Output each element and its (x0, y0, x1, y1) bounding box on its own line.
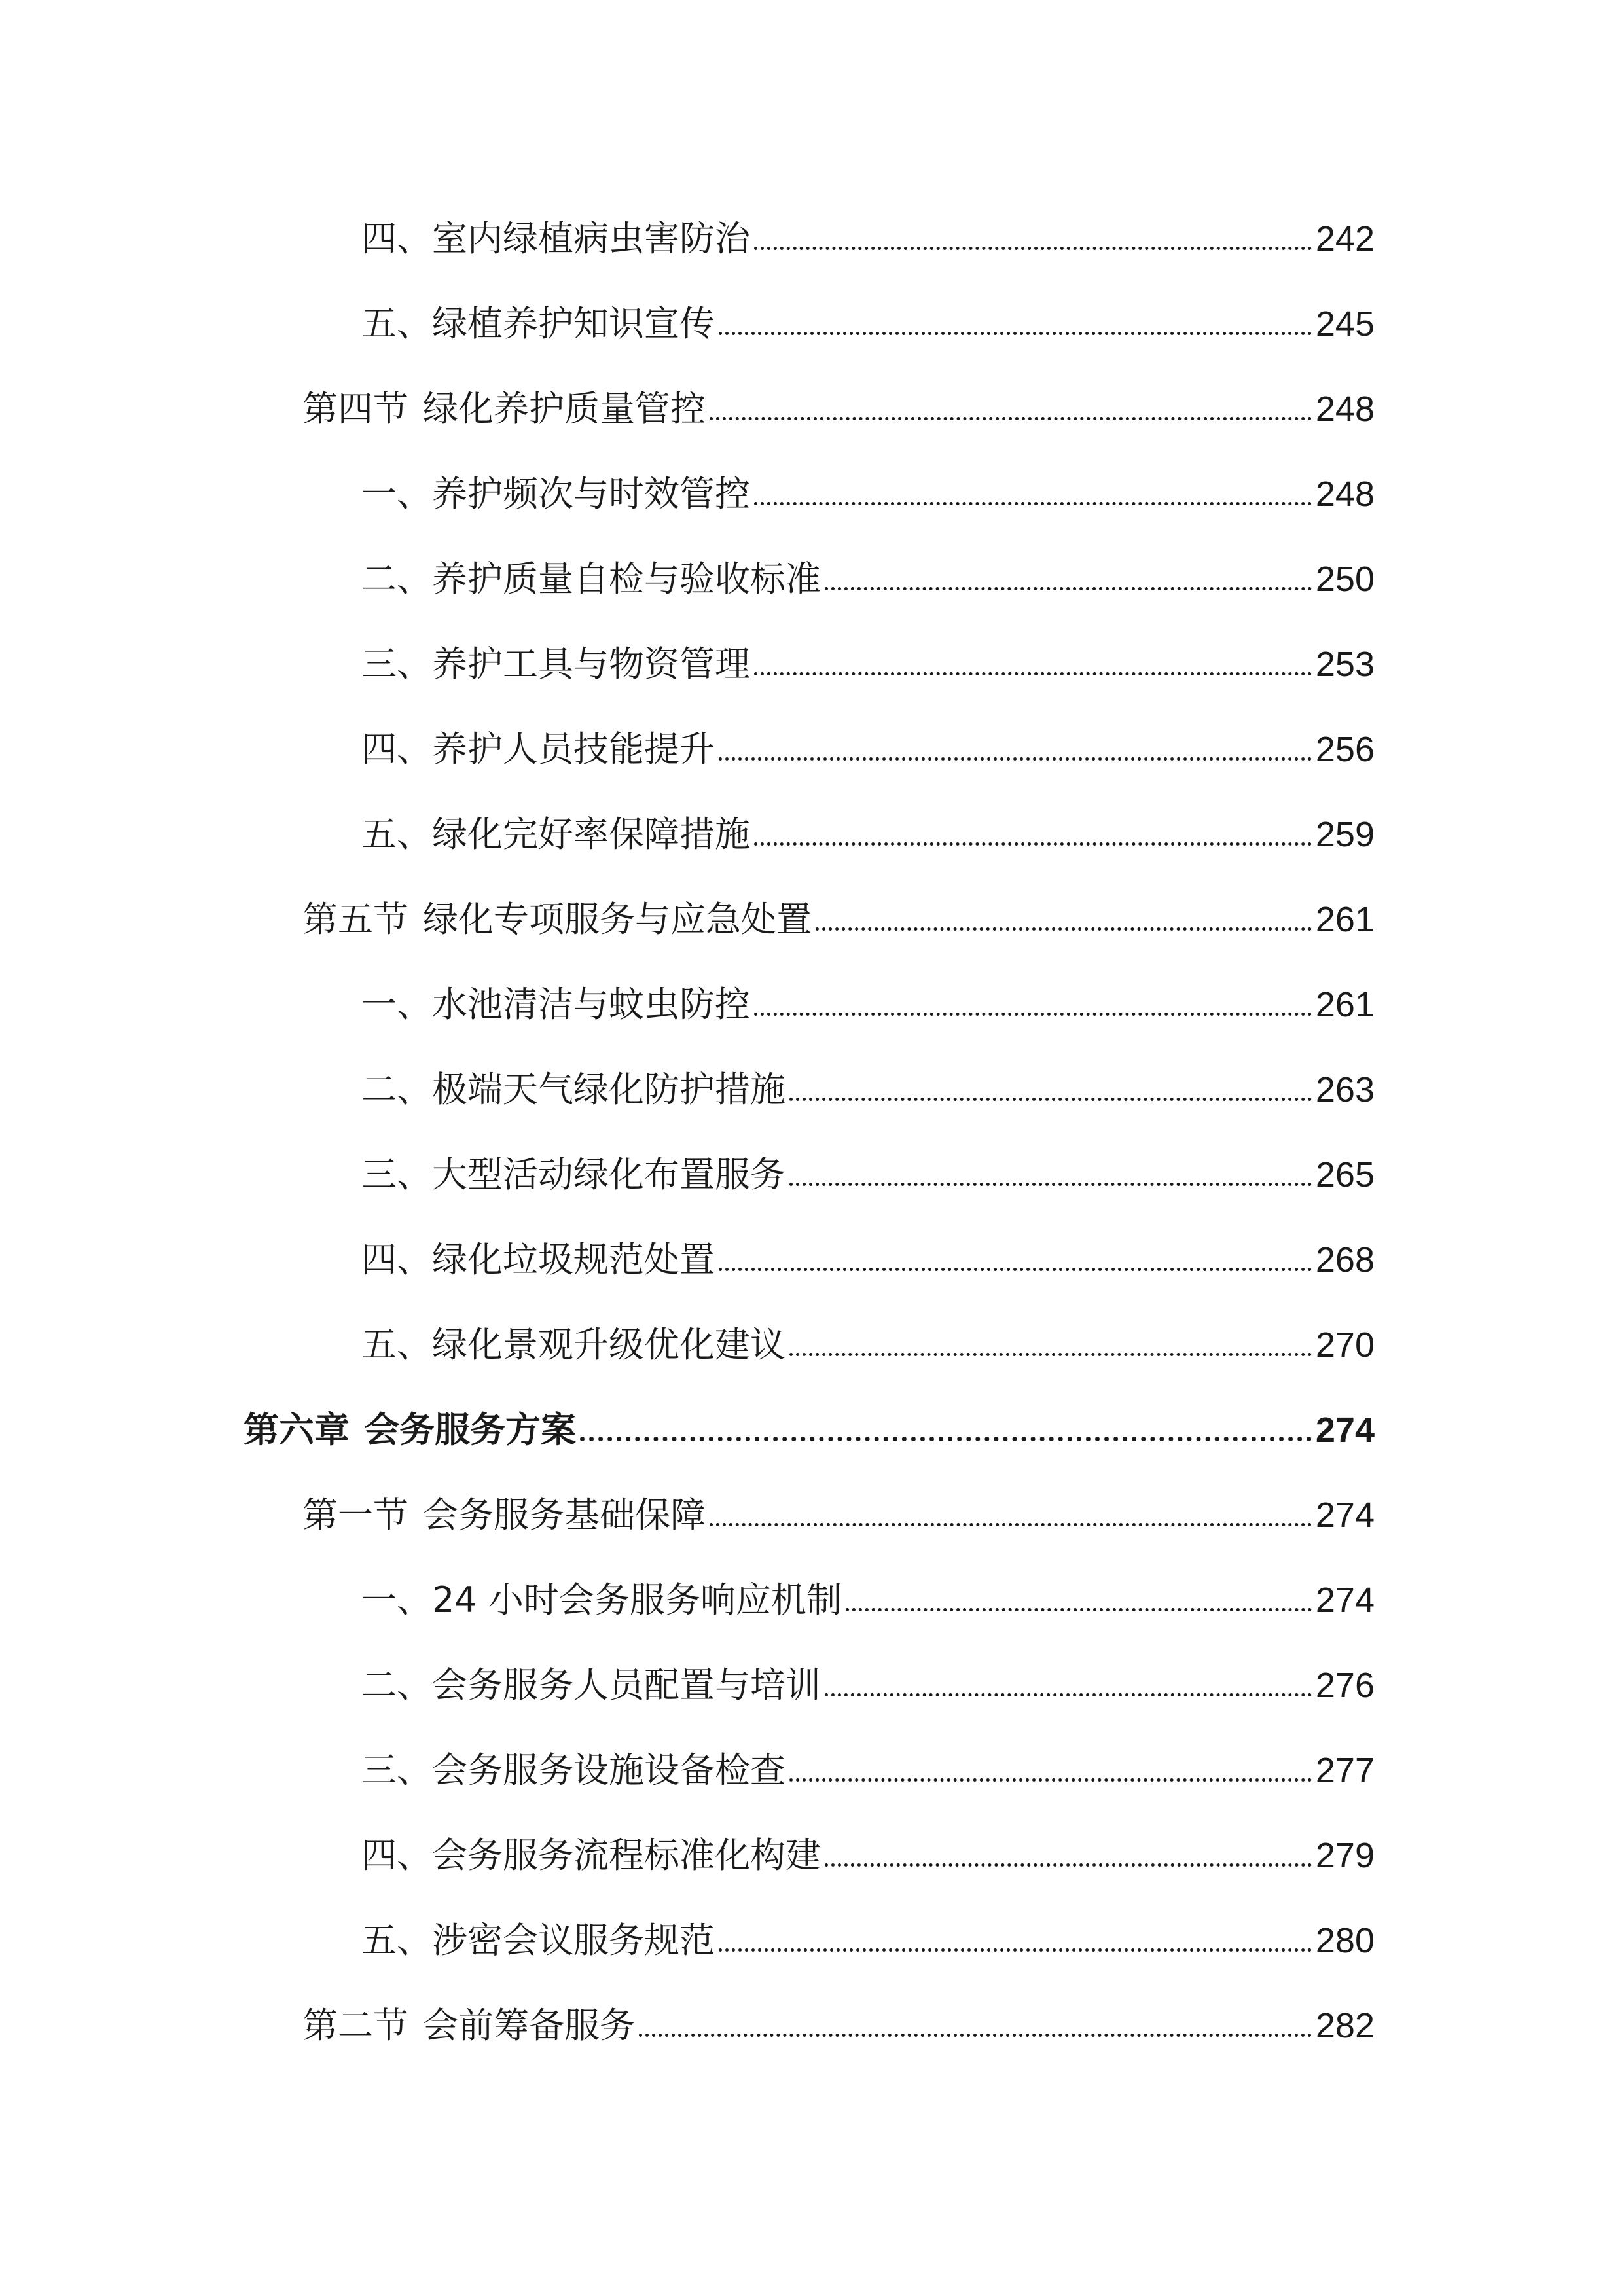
toc-section-entry[interactable] (302, 2003, 1375, 2049)
dot-leader (754, 1013, 1312, 1016)
toc-page-number: 277 (1315, 1751, 1375, 1790)
toc-page-number: 279 (1315, 1836, 1375, 1875)
dot-leader (719, 332, 1312, 335)
toc-entry-title (361, 812, 750, 857)
toc-subsection-entry[interactable] (361, 471, 1375, 517)
dot-leader (789, 1778, 1312, 1782)
toc-page-number: 245 (1315, 304, 1375, 344)
dot-leader (710, 417, 1312, 420)
toc-entry-number: 三、 (361, 643, 432, 685)
toc-page-number: 263 (1315, 1070, 1375, 1109)
toc-page-number: 250 (1315, 560, 1375, 599)
toc-page-number: 256 (1315, 730, 1375, 769)
toc-page-number: 270 (1315, 1325, 1375, 1365)
toc-subsection-entry[interactable] (361, 1067, 1375, 1113)
dot-leader (789, 1098, 1312, 1101)
toc-entry-number: 四、 (361, 1835, 432, 1876)
toc-subsection-entry[interactable] (361, 1833, 1375, 1878)
toc-section-entry[interactable] (302, 1492, 1375, 1538)
toc-entry-text: 绿化垃圾规范处置 (432, 1239, 715, 1280)
dot-leader (754, 502, 1312, 505)
toc-page-number: 274 (1315, 1410, 1375, 1450)
toc-entry-title (361, 982, 750, 1028)
toc-page-number: 276 (1315, 1666, 1375, 1705)
toc-entry-number: 四、 (361, 728, 432, 770)
toc-subsection-entry[interactable] (361, 301, 1375, 347)
toc-subsection-entry[interactable] (361, 1152, 1375, 1198)
toc-entry-title (302, 897, 812, 942)
toc-chapter-entry[interactable] (244, 1407, 1375, 1453)
toc-entry-title (361, 1322, 785, 1368)
toc-entry-title (361, 1067, 785, 1113)
toc-entry-number: 一、 (361, 473, 432, 514)
toc-entry-number: 五、 (361, 1324, 432, 1365)
toc-entry-text: 绿化完好率保障措施 (432, 814, 750, 855)
toc-page-number: 280 (1315, 1921, 1375, 1960)
dot-leader (816, 927, 1312, 931)
toc-entry-text: 极端天气绿化防护措施 (432, 1069, 785, 1110)
toc-entry-text: 会前筹备服务 (423, 2005, 635, 2046)
toc-entry-number: 三、 (361, 1154, 432, 1195)
toc-page-number: 261 (1315, 985, 1375, 1024)
dot-leader (754, 672, 1312, 675)
toc-subsection-entry[interactable] (361, 1918, 1375, 1964)
toc-page-number: 242 (1315, 219, 1375, 259)
dot-leader (789, 1183, 1312, 1186)
dot-leader (789, 1353, 1312, 1356)
toc-entry-number: 第一节 (302, 1494, 408, 1535)
toc-entry-text: 会务服务设施设备检查 (432, 1749, 785, 1791)
dot-leader (825, 587, 1312, 590)
toc-entry-title (302, 2003, 635, 2049)
dot-leader (846, 1608, 1312, 1611)
toc-entry-text: 养护频次与时效管控 (432, 473, 750, 514)
toc-page-number: 259 (1315, 815, 1375, 854)
toc-entry-title (361, 1833, 821, 1878)
toc-entry-text: 24 小时会务服务响应机制 (432, 1579, 842, 1621)
dot-leader (825, 1693, 1312, 1696)
toc-entry-number: 三、 (361, 1749, 432, 1791)
toc-entry-title (361, 216, 750, 262)
toc-entry-number: 五、 (361, 1920, 432, 1961)
toc-entry-text: 养护人员技能提升 (432, 728, 715, 770)
dot-leader (754, 247, 1312, 250)
toc-entry-text: 绿化养护质量管控 (423, 388, 706, 429)
toc-entry-text: 涉密会议服务规范 (432, 1920, 715, 1961)
toc-entry-title (361, 1918, 715, 1964)
toc-page-number: 274 (1315, 1581, 1375, 1620)
toc-page-number: 274 (1315, 1496, 1375, 1535)
toc-entry-number: 二、 (361, 1069, 432, 1110)
toc-subsection-entry[interactable] (361, 982, 1375, 1028)
toc-page-number: 265 (1315, 1155, 1375, 1194)
toc-entry-title (244, 1407, 576, 1453)
dot-leader (719, 1268, 1312, 1271)
dot-leader (719, 757, 1312, 761)
toc-subsection-entry[interactable] (361, 1237, 1375, 1283)
toc-entry-number: 二、 (361, 558, 432, 600)
toc-subsection-entry[interactable] (361, 812, 1375, 857)
toc-subsection-entry[interactable] (361, 1577, 1375, 1623)
toc-page-number: 253 (1315, 645, 1375, 684)
toc-entry-text: 绿化景观升级优化建议 (432, 1324, 785, 1365)
toc-page-number: 268 (1315, 1240, 1375, 1280)
toc-entry-title (361, 1662, 821, 1708)
toc-entry-title (361, 556, 821, 602)
toc-entry-text: 绿植养护知识宣传 (432, 303, 715, 344)
toc-entry-number: 四、 (361, 218, 432, 259)
toc-entry-title (361, 1152, 785, 1198)
toc-entry-text: 会务服务方案 (364, 1409, 576, 1450)
toc-entry-title (361, 1748, 785, 1793)
toc-entry-number: 第四节 (302, 388, 408, 429)
dot-leader (825, 1863, 1312, 1867)
toc-entry-text: 绿化专项服务与应急处置 (423, 899, 812, 940)
toc-entry-text: 大型活动绿化布置服务 (432, 1154, 785, 1195)
toc-subsection-entry[interactable] (361, 216, 1375, 262)
toc-page-number: 261 (1315, 900, 1375, 939)
toc-entry-number: 四、 (361, 1239, 432, 1280)
toc-subsection-entry[interactable] (361, 1662, 1375, 1708)
toc-entry-number: 第六章 (244, 1409, 350, 1450)
toc-subsection-entry[interactable] (361, 726, 1375, 772)
toc-page-number: 282 (1315, 2006, 1375, 2045)
toc-subsection-entry[interactable] (361, 641, 1375, 687)
dot-leader (719, 1948, 1312, 1952)
toc-entry-title (361, 301, 715, 347)
toc-entry-text: 会务服务流程标准化构建 (432, 1835, 821, 1876)
toc-entry-title (302, 386, 706, 432)
toc-entry-text: 养护质量自检与验收标准 (432, 558, 821, 600)
toc-entry-number: 一、 (361, 1579, 432, 1621)
toc-entry-title (361, 1237, 715, 1283)
toc-entry-text: 室内绿植病虫害防治 (432, 218, 750, 259)
toc-entry-number: 第二节 (302, 2005, 408, 2046)
toc-entry-number: 五、 (361, 814, 432, 855)
toc-page-number: 248 (1315, 475, 1375, 514)
toc-entry-number: 第五节 (302, 899, 408, 940)
toc-entry-number: 一、 (361, 984, 432, 1025)
toc-subsection-entry[interactable] (361, 556, 1375, 602)
dot-leader (580, 1437, 1312, 1441)
dot-leader (710, 1523, 1312, 1526)
toc-entry-text: 会务服务基础保障 (423, 1494, 706, 1535)
toc-entry-text: 养护工具与物资管理 (432, 643, 750, 685)
toc-section-entry[interactable] (302, 897, 1375, 942)
toc-entry-text: 会务服务人员配置与培训 (432, 1664, 821, 1706)
toc-entry-title (361, 641, 750, 687)
toc-page-number: 248 (1315, 389, 1375, 429)
toc-entry-title (361, 471, 750, 517)
dot-leader (754, 842, 1312, 846)
toc-entry-title (302, 1492, 706, 1538)
toc-entry-text: 水池清洁与蚊虫防控 (432, 984, 750, 1025)
toc-subsection-entry[interactable] (361, 1748, 1375, 1793)
toc-entry-number: 五、 (361, 303, 432, 344)
toc-entry-number: 二、 (361, 1664, 432, 1706)
toc-subsection-entry[interactable] (361, 1322, 1375, 1368)
toc-section-entry[interactable] (302, 386, 1375, 432)
dot-leader (639, 2034, 1312, 2037)
toc-entry-title (361, 1577, 842, 1623)
toc-entry-title (361, 726, 715, 772)
